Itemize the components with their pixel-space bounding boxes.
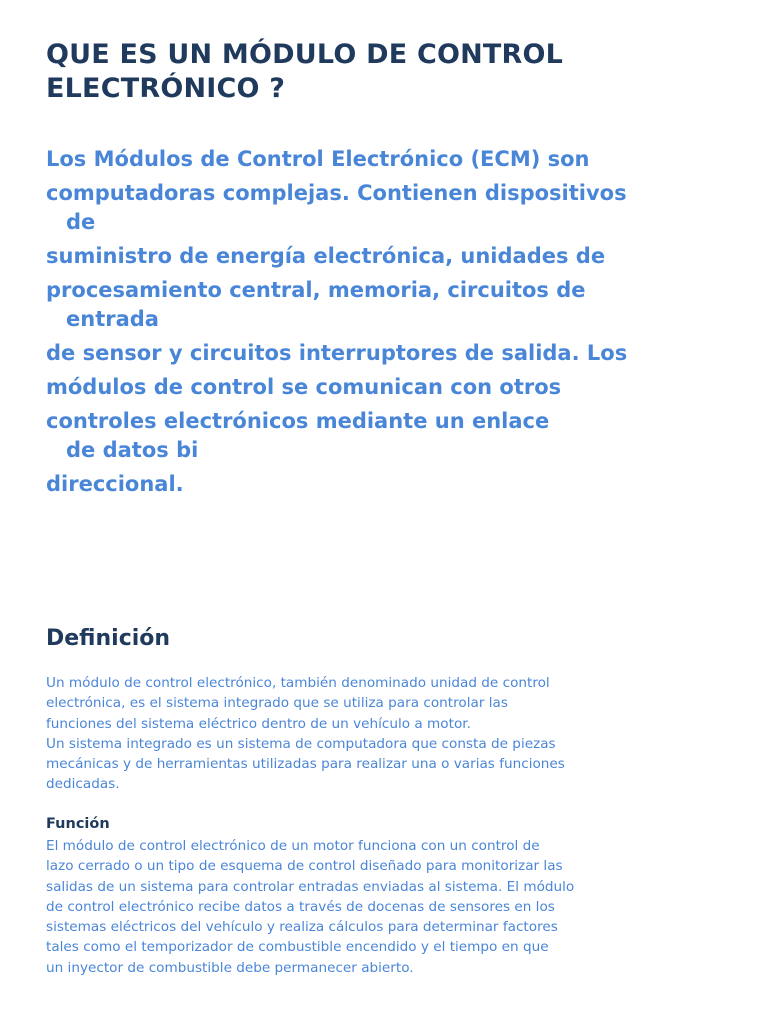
funcion-line: sistemas eléctricos del vehículo y realiza cálculos para determinar factores — [46, 919, 558, 936]
funcion-paragraph — [46, 836, 736, 978]
page-title-line: QUE ES UN MÓDULO DE CONTROL — [46, 39, 564, 70]
intro-line: computadoras complejas. Contienen dispositivos — [46, 181, 627, 205]
definicion-line: funciones del sistema eléctrico dentro de un vehículo a motor. — [46, 715, 471, 732]
intro-line: de sensor y circuitos interruptores de salida. Los — [46, 341, 628, 365]
intro-line: entrada — [66, 307, 159, 331]
intro-line: controles electrónicos mediante un enlace — [46, 409, 550, 433]
definicion-line: electrónica, es el sistema integrado que se utiliza para controlar las — [46, 695, 508, 712]
page-title-line: ELECTRÓNICO ? — [46, 73, 286, 104]
funcion-line: un inyector de combustible debe permanecer abierto. — [46, 959, 414, 976]
definicion-line: dedicadas. — [46, 776, 120, 793]
definicion-heading: Definición — [46, 626, 171, 651]
funcion-line: tales como el temporizador de combustible encendido y el tiempo en que — [46, 939, 549, 956]
definicion-line: Un módulo de control electrónico, también denominado unidad de control — [46, 675, 550, 691]
funcion-heading: Función — [46, 816, 110, 832]
definicion-line: mecánicas y de herramientas utilizadas para realizar una o varias funciones — [46, 756, 565, 773]
page-title — [46, 38, 726, 106]
funcion-line: El módulo de control electrónico de un motor funciona con un control de — [46, 838, 540, 854]
intro-line: direccional. — [46, 472, 184, 496]
definicion-paragraph — [46, 673, 736, 795]
intro-line: de datos bi — [66, 438, 199, 462]
intro-line: procesamiento central, memoria, circuitos de — [46, 278, 586, 302]
definicion-line: Un sistema integrado es un sistema de computadora que consta de piezas — [46, 735, 556, 752]
funcion-line: lazo cerrado o un tipo de esquema de control diseñado para monitorizar las — [46, 858, 563, 875]
intro-line: módulos de control se comunican con otros — [46, 375, 562, 399]
funcion-line: de control electrónico recibe datos a través de docenas de sensores en los — [46, 898, 555, 915]
funcion-line: salidas de un sistema para controlar entradas enviadas al sistema. El módulo — [46, 878, 575, 895]
intro-paragraph — [46, 145, 736, 499]
intro-line: de — [66, 210, 96, 234]
intro-line: suministro de energía electrónica, unidades de — [46, 244, 606, 268]
intro-line: Los Módulos de Control Electrónico (ECM) son — [46, 147, 590, 171]
